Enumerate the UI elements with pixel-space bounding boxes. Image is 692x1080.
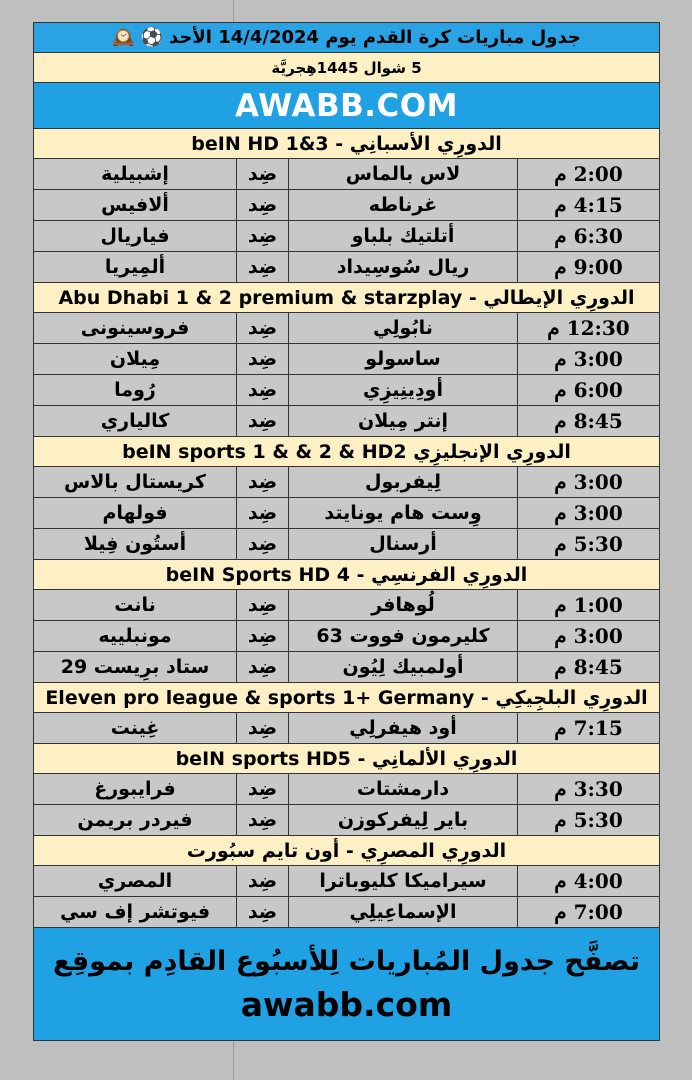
match-time: 12:30 م bbox=[517, 313, 659, 343]
match-schedule-table bbox=[33, 22, 660, 1041]
match-row bbox=[34, 190, 659, 221]
footer-line1: تصفَّح جدول المُباريات لِلأسبُوع القادِم بموقِع bbox=[53, 946, 640, 977]
match-row bbox=[34, 375, 659, 406]
page-title bbox=[34, 23, 659, 53]
match-time: 3:00 م bbox=[517, 467, 659, 497]
home-team: سيراميكا كليوباترا bbox=[288, 866, 517, 896]
league-header: الدورِي البلجِيكِي - Eleven pro league & sports 1+ Germany bbox=[34, 683, 659, 713]
away-team: كالياري bbox=[100, 410, 170, 432]
home-team: ريال سُوسِيداد bbox=[288, 252, 517, 282]
away-team: كريستال بالاس bbox=[64, 471, 206, 493]
home-team: أودِينِيزِي bbox=[288, 375, 517, 405]
home-team: الإسماعِيلِي bbox=[288, 897, 517, 927]
home-team: وِست هام يونايتد bbox=[288, 498, 517, 528]
home-team: باير لِيفركوزن bbox=[288, 805, 517, 835]
home-team: أولمبيك لِيُون bbox=[288, 652, 517, 682]
match-time: 7:15 م bbox=[517, 713, 659, 743]
versus-label: ضِد bbox=[236, 652, 288, 682]
home-team: لاس بالماس bbox=[288, 159, 517, 189]
hijri-date: 5 شوال 1445هِجريَّة bbox=[34, 53, 659, 83]
away-team: فياريال bbox=[100, 225, 170, 247]
match-row bbox=[34, 529, 659, 560]
home-team: لُوهافر bbox=[288, 590, 517, 620]
versus-label: ضِد bbox=[236, 774, 288, 804]
home-team: دارمشتات bbox=[288, 774, 517, 804]
football-icon: ⚽ bbox=[140, 27, 164, 48]
away-team: نانت bbox=[114, 594, 156, 616]
away-team: مونبلييه bbox=[98, 625, 172, 647]
match-row bbox=[34, 897, 659, 928]
match-row bbox=[34, 313, 659, 344]
home-team: ساسولو bbox=[288, 344, 517, 374]
league-header: الدورِي المصرِي - أون تايم سبُورت bbox=[34, 836, 659, 866]
match-time: 3:30 م bbox=[517, 774, 659, 804]
versus-label: ضِد bbox=[236, 498, 288, 528]
match-time: 4:00 م bbox=[517, 866, 659, 896]
away-team: المصري bbox=[97, 870, 173, 892]
match-time: 5:30 م bbox=[517, 805, 659, 835]
away-team: فرايبورغ bbox=[94, 778, 176, 800]
versus-label: ضِد bbox=[236, 190, 288, 220]
match-time: 5:30 م bbox=[517, 529, 659, 559]
match-time: 6:30 م bbox=[517, 221, 659, 251]
home-team: لِيفربول bbox=[288, 467, 517, 497]
away-team: فيردر بريمن bbox=[77, 809, 193, 831]
clock-icon: 🕰️ bbox=[112, 27, 135, 48]
home-team: إنتر مِيلان bbox=[288, 406, 517, 436]
match-row bbox=[34, 344, 659, 375]
match-time: 8:45 م bbox=[517, 652, 659, 682]
match-row bbox=[34, 805, 659, 836]
match-row bbox=[34, 406, 659, 437]
match-row bbox=[34, 652, 659, 683]
away-team: رُوما bbox=[114, 379, 156, 401]
away-team: فروسينونى bbox=[80, 317, 190, 339]
match-time: 9:00 م bbox=[517, 252, 659, 282]
match-row bbox=[34, 621, 659, 652]
versus-label: ضِد bbox=[236, 159, 288, 189]
versus-label: ضِد bbox=[236, 467, 288, 497]
match-row bbox=[34, 159, 659, 190]
league-header: الدورِي الأسبانِي - beIN HD 1&3 bbox=[34, 129, 659, 159]
away-team: مِيلان bbox=[109, 348, 161, 370]
match-row bbox=[34, 713, 659, 744]
away-team: فيوتشر إف سي bbox=[59, 901, 211, 923]
versus-label: ضِد bbox=[236, 805, 288, 835]
versus-label: ضِد bbox=[236, 406, 288, 436]
versus-label: ضِد bbox=[236, 529, 288, 559]
versus-label: ضِد bbox=[236, 375, 288, 405]
away-team: فولهام bbox=[102, 502, 168, 524]
match-row bbox=[34, 590, 659, 621]
league-header: الدورِي الفرنسِي - beIN Sports HD 4 bbox=[34, 560, 659, 590]
match-time: 6:00 م bbox=[517, 375, 659, 405]
match-time: 4:15 م bbox=[517, 190, 659, 220]
match-time: 8:45 م bbox=[517, 406, 659, 436]
match-row bbox=[34, 252, 659, 283]
versus-label: ضِد bbox=[236, 590, 288, 620]
versus-label: ضِد bbox=[236, 313, 288, 343]
league-header: الدورِي الإنجليزِي beIN sports 1 & & 2 & HD2 bbox=[34, 437, 659, 467]
away-team: ستاد برِيست 29 bbox=[60, 656, 210, 678]
footer-site-link[interactable]: awabb.com bbox=[240, 985, 453, 1024]
away-team: ألافيس bbox=[101, 194, 169, 216]
league-header: الدورِي الإيطالي - Abu Dhabi 1 & 2 premium & starzplay bbox=[34, 283, 659, 313]
match-time: 3:00 م bbox=[517, 621, 659, 651]
title-text: جدول مباريات كرة القدم يوم 14/4/2024 الأحد bbox=[169, 27, 581, 48]
home-team: غرناطه bbox=[288, 190, 517, 220]
match-time: 3:00 م bbox=[517, 498, 659, 528]
match-row bbox=[34, 866, 659, 897]
home-team: كليرمون فووت 63 bbox=[288, 621, 517, 651]
match-row bbox=[34, 221, 659, 252]
footer-banner bbox=[34, 928, 659, 1040]
away-team: ألمِيريا bbox=[104, 256, 166, 278]
versus-label: ضِد bbox=[236, 897, 288, 927]
versus-label: ضِد bbox=[236, 713, 288, 743]
match-row bbox=[34, 467, 659, 498]
versus-label: ضِد bbox=[236, 221, 288, 251]
match-time: 7:00 م bbox=[517, 897, 659, 927]
versus-label: ضِد bbox=[236, 344, 288, 374]
versus-label: ضِد bbox=[236, 621, 288, 651]
match-time: 2:00 م bbox=[517, 159, 659, 189]
home-team: أود هيفرلِي bbox=[288, 713, 517, 743]
away-team: أستُون فِيلا bbox=[83, 533, 187, 555]
leagues-container bbox=[34, 129, 659, 928]
home-team: أرسنال bbox=[288, 529, 517, 559]
match-row bbox=[34, 498, 659, 529]
away-team: غِينت bbox=[110, 717, 160, 739]
away-team: إشبيلية bbox=[101, 163, 169, 185]
site-name: AWABB.COM bbox=[34, 83, 659, 129]
match-time: 1:00 م bbox=[517, 590, 659, 620]
match-time: 3:00 م bbox=[517, 344, 659, 374]
league-header: الدورِي الألمانِي - beIN sports HD5 bbox=[34, 744, 659, 774]
versus-label: ضِد bbox=[236, 252, 288, 282]
home-team: أتلتيك بلباو bbox=[288, 221, 517, 251]
home-team: نابُولِي bbox=[288, 313, 517, 343]
match-row bbox=[34, 774, 659, 805]
versus-label: ضِد bbox=[236, 866, 288, 896]
